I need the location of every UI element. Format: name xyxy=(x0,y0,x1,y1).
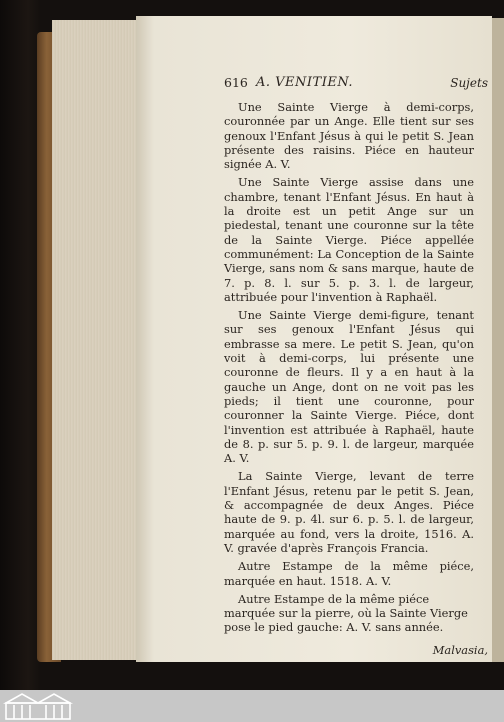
page-edges xyxy=(52,20,137,660)
running-title: A. VENITIEN. xyxy=(256,75,354,90)
page-number: 616 xyxy=(224,75,248,90)
viewer-footer xyxy=(0,690,504,722)
page-text xyxy=(224,75,488,657)
page-header xyxy=(224,75,488,100)
library-building-icon xyxy=(2,691,74,721)
paragraph: Autre Estampe de la même piéce, marquée en haut. 1518. A. V. xyxy=(224,559,474,588)
paragraph: La Sainte Vierge, levant de terre l'Enfant Jésus, retenu par le petit S. Jean, & accompagnée de deux Anges. Piéce haute de 9. p. 4l. sur 6. p. 5. l. de largeur, marquée au fond, vers la droite, 1516. A. V. gravée d'après François Francia. xyxy=(224,469,474,555)
paragraph: Une Sainte Vierge à demi-corps, couronnée par un Ange. Elle tient sur ses genoux l'Enfant Jésus à qui le petit S. Jean présente des raisins. Piéce en hauteur signée A. V. xyxy=(224,100,474,172)
facing-page-edge xyxy=(492,18,504,662)
catch-heading: Sujets xyxy=(450,76,488,90)
catchword: Malvasia, xyxy=(432,642,488,657)
paragraph: Une Sainte Vierge demi-figure, tenant sur ses genoux l'Enfant Jésus qui embrasse sa mere. Le petit S. Jean, qu'on voit à demi-corps, lui présente une couronne de fleurs. Il y a en haut à la gauche un Ange, dont on ne voit pas les pieds; il tient une couronne, pour couronner la Sainte Vierge. Piéce, dont l'invention est attribuée à Raphaël, haute de 8. p. sur 5. p. 9. l. de largeur, marquée A. V. xyxy=(224,308,474,466)
paragraph: Autre Estampe de la même piéce marquée sur la pierre, où la Sainte Vierge pose le pied gauche: A. V. sans année. xyxy=(224,591,468,635)
paragraph: Une Sainte Vierge assise dans une chambre, tenant l'Enfant Jésus. En haut à la droite est un petit Ange sur un piedestal, tenant une couronne sur la tête de la Sainte Vierge. Piéce appellée communément: La Conception de la Sainte Vierge, sans nom & sans marque, haute de 7. p. 8. l. sur 5. p. 3. l. de largeur, attribuée pour l'invention à Raphaël. xyxy=(224,175,474,304)
